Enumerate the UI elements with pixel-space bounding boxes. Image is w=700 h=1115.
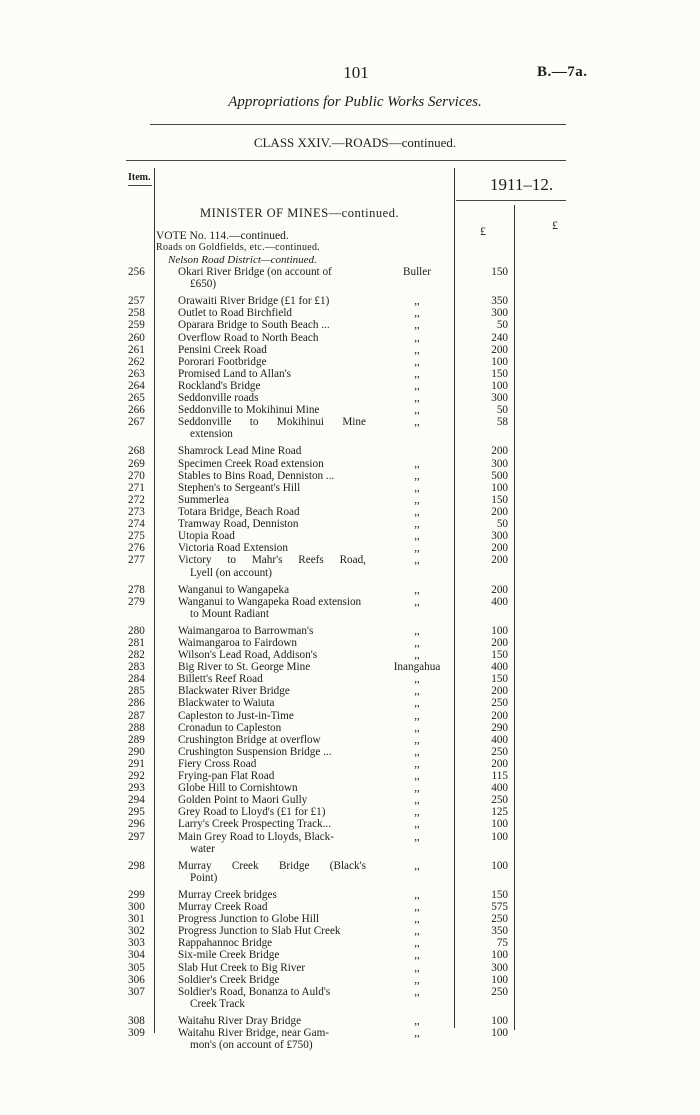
item-amount: 150 — [491, 888, 508, 901]
item-amount: 200 — [491, 445, 508, 458]
item-district: ,, — [414, 416, 420, 429]
title-rule — [150, 124, 566, 125]
item-amount: 150 — [491, 649, 508, 661]
class-rule — [126, 160, 566, 161]
vote-line: VOTE No. 114.—continued. — [156, 230, 289, 242]
item-amount: 50 — [496, 319, 508, 332]
year-column-header: 1911–12. — [490, 175, 554, 194]
item-district: ,, — [414, 925, 420, 938]
item-number: 265 — [128, 392, 145, 404]
item-district: ,, — [414, 818, 420, 831]
item-amount: 300 — [491, 457, 508, 470]
item-description — [178, 710, 294, 722]
item-description-continuation: mon's (on account of £750) — [190, 1039, 313, 1052]
roads-heading: Roads on Goldfields, etc.—continued. — [156, 242, 321, 253]
item-column-divider — [154, 168, 155, 1033]
item-amount: 150 — [491, 266, 508, 278]
item-amount: 200 — [491, 685, 508, 698]
item-description — [178, 661, 310, 673]
item-description — [178, 1027, 329, 1051]
item-number: 273 — [128, 505, 145, 518]
item-district: ,, — [414, 949, 420, 962]
item-description-line: Grey Road to Lloyd's (£1 for £1) — [178, 806, 326, 819]
item-number: 308 — [128, 1014, 145, 1027]
item-amount: 250 — [491, 985, 508, 998]
item-description — [178, 818, 331, 830]
item-number: 284 — [128, 673, 145, 686]
item-district: ,, — [414, 493, 420, 506]
item-description-continuation: extension — [190, 428, 233, 441]
item-number: 305 — [128, 961, 145, 974]
item-description — [178, 530, 235, 542]
item-description-line: Seddonville roads — [178, 392, 259, 404]
item-district: ,, — [414, 733, 420, 746]
item-district: ,, — [414, 392, 420, 404]
item-district: ,, — [414, 673, 420, 686]
item-district: ,, — [414, 830, 420, 843]
item-description-line: Larry's Creek Prospecting Track... — [178, 818, 332, 831]
item-number: 261 — [128, 343, 145, 356]
item-description-line: Globe Hill to Cornishtown — [178, 782, 298, 795]
item-district: ,, — [414, 404, 420, 417]
item-description — [178, 416, 366, 440]
item-number: 291 — [128, 757, 145, 770]
item-number: 257 — [128, 295, 145, 308]
item-district: ,, — [414, 961, 420, 974]
currency-symbol-1: £ — [480, 224, 486, 238]
item-number: 260 — [128, 331, 145, 344]
item-district: ,, — [414, 355, 420, 368]
item-amount: 100 — [491, 1027, 508, 1039]
item-amount: 200 — [491, 636, 508, 649]
item-amount: 400 — [491, 733, 508, 746]
item-description-line: Murray Creek Bridge (Black's — [178, 859, 366, 872]
item-description — [178, 860, 366, 884]
item-district: ,, — [414, 331, 420, 344]
item-amount: 300 — [491, 392, 508, 404]
item-description — [178, 925, 341, 937]
item-district: ,, — [414, 319, 420, 332]
item-number: 294 — [128, 794, 145, 807]
item-description — [178, 332, 318, 344]
item-amount: 350 — [491, 295, 508, 308]
item-description — [178, 368, 291, 380]
item-amount: 100 — [491, 818, 508, 831]
item-district: ,, — [414, 518, 420, 530]
item-description-line: Crushington Bridge at overflow — [178, 733, 321, 746]
item-district: ,, — [414, 295, 420, 308]
item-district: ,, — [414, 636, 420, 649]
currency-symbol-2: £ — [552, 218, 558, 232]
item-amount: 50 — [496, 404, 508, 417]
item-header-underline — [128, 185, 152, 186]
item-description-line: Crushington Suspension Bridge ... — [178, 745, 332, 758]
item-description-line: Fiery Cross Road — [178, 757, 257, 770]
item-description — [178, 542, 288, 554]
item-district: ,, — [414, 1027, 420, 1039]
item-number: 274 — [128, 518, 145, 530]
item-amount: 100 — [491, 624, 508, 637]
year-header-rule — [456, 200, 566, 201]
item-district: ,, — [414, 859, 420, 872]
item-amount: 200 — [491, 709, 508, 722]
item-amount: 200 — [491, 343, 508, 356]
item-number: 297 — [128, 830, 145, 843]
item-amount: 150 — [491, 493, 508, 506]
item-amount: 115 — [491, 770, 508, 782]
item-amount: 250 — [491, 913, 508, 926]
item-description — [178, 356, 267, 368]
item-number: 286 — [128, 697, 145, 710]
item-description-line: Capleston to Just-in-Time — [178, 709, 294, 722]
item-district: ,, — [414, 481, 420, 494]
item-description — [178, 506, 300, 518]
item-district: ,, — [414, 595, 420, 608]
item-description — [178, 673, 263, 685]
item-description-line: Seddonville to Mokihinui Mine — [178, 404, 320, 417]
item-number: 290 — [128, 745, 145, 758]
item-description-line: Wanganui to Wangapeka Road extension — [178, 595, 362, 608]
item-description-continuation: Creek Track — [190, 997, 245, 1010]
item-description — [178, 295, 329, 307]
item-description-line: Victory to Mahr's Reefs Road, — [178, 554, 366, 567]
item-description — [178, 518, 298, 530]
item-description — [178, 554, 366, 578]
item-district: ,, — [414, 307, 420, 320]
item-description — [178, 266, 332, 290]
item-district: ,, — [414, 757, 420, 770]
item-number: 295 — [128, 806, 145, 819]
item-number: 309 — [128, 1027, 145, 1039]
item-number: 258 — [128, 307, 145, 320]
item-description — [178, 445, 301, 457]
item-amount: 100 — [491, 830, 508, 843]
item-number: 292 — [128, 770, 145, 782]
item-number: 293 — [128, 782, 145, 795]
item-amount: 575 — [491, 901, 508, 913]
item-district: ,, — [414, 505, 420, 518]
item-description-line: Main Grey Road to Lloyds, Black- — [178, 830, 334, 843]
item-number: 304 — [128, 949, 145, 962]
item-description-line: Summerlea — [178, 493, 229, 506]
item-description — [178, 889, 277, 901]
item-description-line: Rockland's Bridge — [178, 379, 261, 392]
item-number: 288 — [128, 721, 145, 734]
item-description — [178, 307, 292, 319]
item-number: 271 — [128, 481, 145, 494]
item-district: ,, — [414, 888, 420, 901]
item-district: ,, — [414, 685, 420, 698]
item-description — [178, 584, 289, 596]
item-district: ,, — [414, 343, 420, 356]
item-description-continuation: to Mount Radiant — [190, 607, 269, 620]
item-description — [178, 806, 325, 818]
item-district: Inangahua — [393, 661, 441, 674]
item-description-line: Frying-pan Flat Road — [178, 770, 275, 782]
item-number: 307 — [128, 985, 145, 998]
item-number: 275 — [128, 530, 145, 543]
item-description-line: Oparara Bridge to South Beach ... — [178, 319, 330, 332]
item-description — [178, 637, 297, 649]
item-description — [178, 901, 267, 913]
item-amount: 200 — [491, 757, 508, 770]
item-number: 302 — [128, 925, 145, 938]
item-description-line: Billett's Reef Road — [178, 673, 263, 686]
item-district: ,, — [414, 583, 420, 596]
item-description — [178, 458, 324, 470]
item-description-line: Totara Bridge, Beach Road — [178, 505, 300, 518]
item-district: ,, — [414, 709, 420, 722]
item-amount: 200 — [491, 542, 508, 555]
item-description-continuation: £650) — [190, 278, 217, 291]
item-description-line: Blackwater River Bridge — [178, 685, 290, 698]
item-amount: 350 — [491, 925, 508, 938]
item-description — [178, 392, 258, 404]
item-description-line: Rappahannoc Bridge — [178, 937, 273, 950]
item-description — [178, 494, 229, 506]
item-description-line: Specimen Creek Road extension — [178, 457, 324, 470]
item-description — [178, 722, 281, 734]
item-description-line: Overflow Road to North Beach — [178, 331, 319, 344]
item-district: ,, — [414, 379, 420, 392]
item-description-line: Promised Land to Allan's — [178, 367, 291, 380]
item-description-line: Six-mile Creek Bridge — [178, 949, 280, 962]
item-amount: 500 — [491, 469, 508, 482]
item-description — [178, 380, 261, 392]
item-amount: 100 — [491, 355, 508, 368]
item-number: 299 — [128, 888, 145, 901]
item-description-line: Murray Creek Road — [178, 901, 268, 913]
item-district: ,, — [414, 901, 420, 913]
item-district: ,, — [414, 745, 420, 758]
item-district: ,, — [414, 806, 420, 819]
item-description-continuation: Point) — [190, 871, 218, 884]
item-district: ,, — [414, 530, 420, 543]
item-description — [178, 1015, 301, 1027]
item-amount: 150 — [491, 367, 508, 380]
item-number: 282 — [128, 649, 145, 661]
item-amount: 200 — [491, 583, 508, 596]
item-description — [178, 482, 300, 494]
page-number: 101 — [343, 63, 369, 82]
item-district: ,, — [414, 937, 420, 950]
item-description-line: Utopia Road — [178, 530, 235, 543]
item-number: 276 — [128, 542, 145, 555]
item-description-line: Pororari Footbridge — [178, 355, 267, 368]
item-amount: 100 — [491, 949, 508, 962]
item-amount: 200 — [491, 505, 508, 518]
item-number: 287 — [128, 709, 145, 722]
item-amount: 400 — [491, 595, 508, 608]
item-number: 285 — [128, 685, 145, 698]
item-description-line: Waitahu River Bridge, near Gam- — [178, 1027, 330, 1039]
item-description — [178, 685, 290, 697]
item-description — [178, 794, 307, 806]
item-amount: 100 — [491, 859, 508, 872]
item-number: 277 — [128, 554, 145, 567]
item-number: 272 — [128, 493, 145, 506]
item-district: ,, — [414, 469, 420, 482]
item-description-line: Tramway Road, Denniston — [178, 518, 299, 530]
item-number: 270 — [128, 469, 145, 482]
item-number: 296 — [128, 818, 145, 831]
item-amount: 100 — [491, 1014, 508, 1027]
item-amount: 250 — [491, 697, 508, 710]
item-amount: 400 — [491, 661, 508, 674]
item-district: ,, — [414, 794, 420, 807]
item-number: 259 — [128, 319, 145, 332]
item-description — [178, 962, 305, 974]
item-district: ,, — [414, 649, 420, 661]
item-amount: 250 — [491, 794, 508, 807]
page-title: Appropriations for Public Works Services. — [228, 94, 482, 110]
item-number: 278 — [128, 583, 145, 596]
item-description — [178, 734, 321, 746]
item-description — [178, 404, 319, 416]
item-district: ,, — [414, 973, 420, 986]
item-number: 281 — [128, 636, 145, 649]
item-district: ,, — [414, 554, 420, 567]
item-amount: 300 — [491, 307, 508, 320]
minister-heading: MINISTER OF MINES—continued. — [200, 206, 400, 220]
item-description-line: Waimangaroa to Barrowman's — [178, 624, 314, 637]
item-amount: 300 — [491, 961, 508, 974]
item-amount: 250 — [491, 745, 508, 758]
item-number: 256 — [128, 266, 145, 278]
item-amount: 200 — [491, 554, 508, 567]
item-description-line: Waitahu River Dray Bridge — [178, 1014, 302, 1027]
item-description-continuation: Lyell (on account) — [190, 566, 273, 579]
item-district: Buller — [403, 266, 431, 278]
item-amount: 58 — [496, 416, 508, 429]
item-district: ,, — [414, 367, 420, 380]
item-amount: 50 — [496, 518, 508, 530]
item-amount: 400 — [491, 782, 508, 795]
item-description-line: Stephen's to Sergeant's Hill — [178, 481, 301, 494]
document-reference: B.—7a. — [537, 64, 588, 80]
item-amount: 100 — [491, 481, 508, 494]
item-number: 263 — [128, 367, 145, 380]
item-description-line: Progress Junction to Globe Hill — [178, 913, 320, 926]
pound-column-divider — [514, 205, 515, 1030]
item-number: 267 — [128, 416, 145, 429]
item-number: 280 — [128, 624, 145, 637]
item-district: ,, — [414, 457, 420, 470]
item-district: ,, — [414, 542, 420, 555]
item-district: ,, — [414, 782, 420, 795]
item-amount: 100 — [491, 973, 508, 986]
item-district: ,, — [414, 1014, 420, 1027]
item-description — [178, 913, 319, 925]
item-description — [178, 949, 279, 961]
item-description — [178, 758, 256, 770]
item-description-continuation: water — [190, 842, 215, 855]
item-number: 306 — [128, 973, 145, 986]
item-number: 283 — [128, 661, 145, 674]
item-description-line: Okari River Bridge (on account of — [178, 266, 332, 278]
item-description-line: Blackwater to Waiuta — [178, 697, 275, 710]
item-column-header: Item. — [128, 172, 151, 183]
item-number: 262 — [128, 355, 145, 368]
item-description — [178, 831, 334, 855]
item-description — [178, 770, 274, 782]
item-description-line: Shamrock Lead Mine Road — [178, 445, 302, 458]
item-description-line: Orawaiti River Bridge (£1 for £1) — [178, 295, 330, 308]
item-description-line: Soldier's Creek Bridge — [178, 973, 280, 986]
item-number: 266 — [128, 404, 145, 417]
item-number: 303 — [128, 937, 145, 950]
item-number: 298 — [128, 859, 145, 872]
district-heading: Nelson Road District—continued. — [168, 254, 317, 266]
item-number: 269 — [128, 457, 145, 470]
item-number: 279 — [128, 595, 145, 608]
item-description — [178, 649, 317, 661]
item-number: 300 — [128, 901, 145, 913]
item-description — [178, 319, 330, 331]
item-description-line: Victoria Road Extension — [178, 542, 288, 555]
item-district: ,, — [414, 770, 420, 782]
item-description — [178, 782, 298, 794]
item-number: 264 — [128, 379, 145, 392]
item-description — [178, 974, 279, 986]
item-description — [178, 937, 272, 949]
item-description-line: Wilson's Lead Road, Addison's — [178, 649, 318, 661]
item-description — [178, 344, 267, 356]
item-description — [178, 746, 332, 758]
item-description-line: Waimangaroa to Fairdown — [178, 636, 298, 649]
item-district: ,, — [414, 624, 420, 637]
item-district: ,, — [414, 697, 420, 710]
item-description-line: Cronadun to Capleston — [178, 721, 282, 734]
item-description-line: Seddonville to Mokihinui Mine — [178, 416, 366, 429]
item-number: 301 — [128, 913, 145, 926]
item-amount: 290 — [491, 721, 508, 734]
item-number: 268 — [128, 445, 145, 458]
class-heading: CLASS XXIV.—ROADS—continued. — [253, 135, 457, 150]
item-description-line: Soldier's Road, Bonanza to Auld's — [178, 985, 331, 998]
item-district: ,, — [414, 985, 420, 998]
item-description-line: Pensini Creek Road — [178, 343, 267, 356]
item-district: ,, — [414, 913, 420, 926]
item-description — [178, 625, 313, 637]
item-description — [178, 470, 334, 482]
item-description-line: Outlet to Road Birchfield — [178, 307, 293, 320]
item-district: ,, — [414, 721, 420, 734]
item-amount: 125 — [491, 806, 508, 819]
item-amount: 100 — [491, 379, 508, 392]
item-amount: 150 — [491, 673, 508, 686]
item-amount: 240 — [491, 331, 508, 344]
item-description — [178, 986, 330, 1010]
item-number: 289 — [128, 733, 145, 746]
item-description — [178, 697, 274, 709]
item-description-line: Wanganui to Wangapeka — [178, 583, 290, 596]
item-description-line: Stables to Bins Road, Denniston ... — [178, 469, 335, 482]
item-amount: 75 — [496, 937, 508, 950]
item-description-line: Golden Point to Maori Gully — [178, 794, 308, 807]
item-description-line: Murray Creek bridges — [178, 888, 277, 901]
item-description — [178, 596, 361, 620]
item-description-line: Slab Hut Creek to Big River — [178, 961, 306, 974]
item-amount: 300 — [491, 530, 508, 543]
item-description-line: Progress Junction to Slab Hut Creek — [178, 925, 341, 938]
item-description-line: Big River to St. George Mine — [178, 661, 311, 674]
